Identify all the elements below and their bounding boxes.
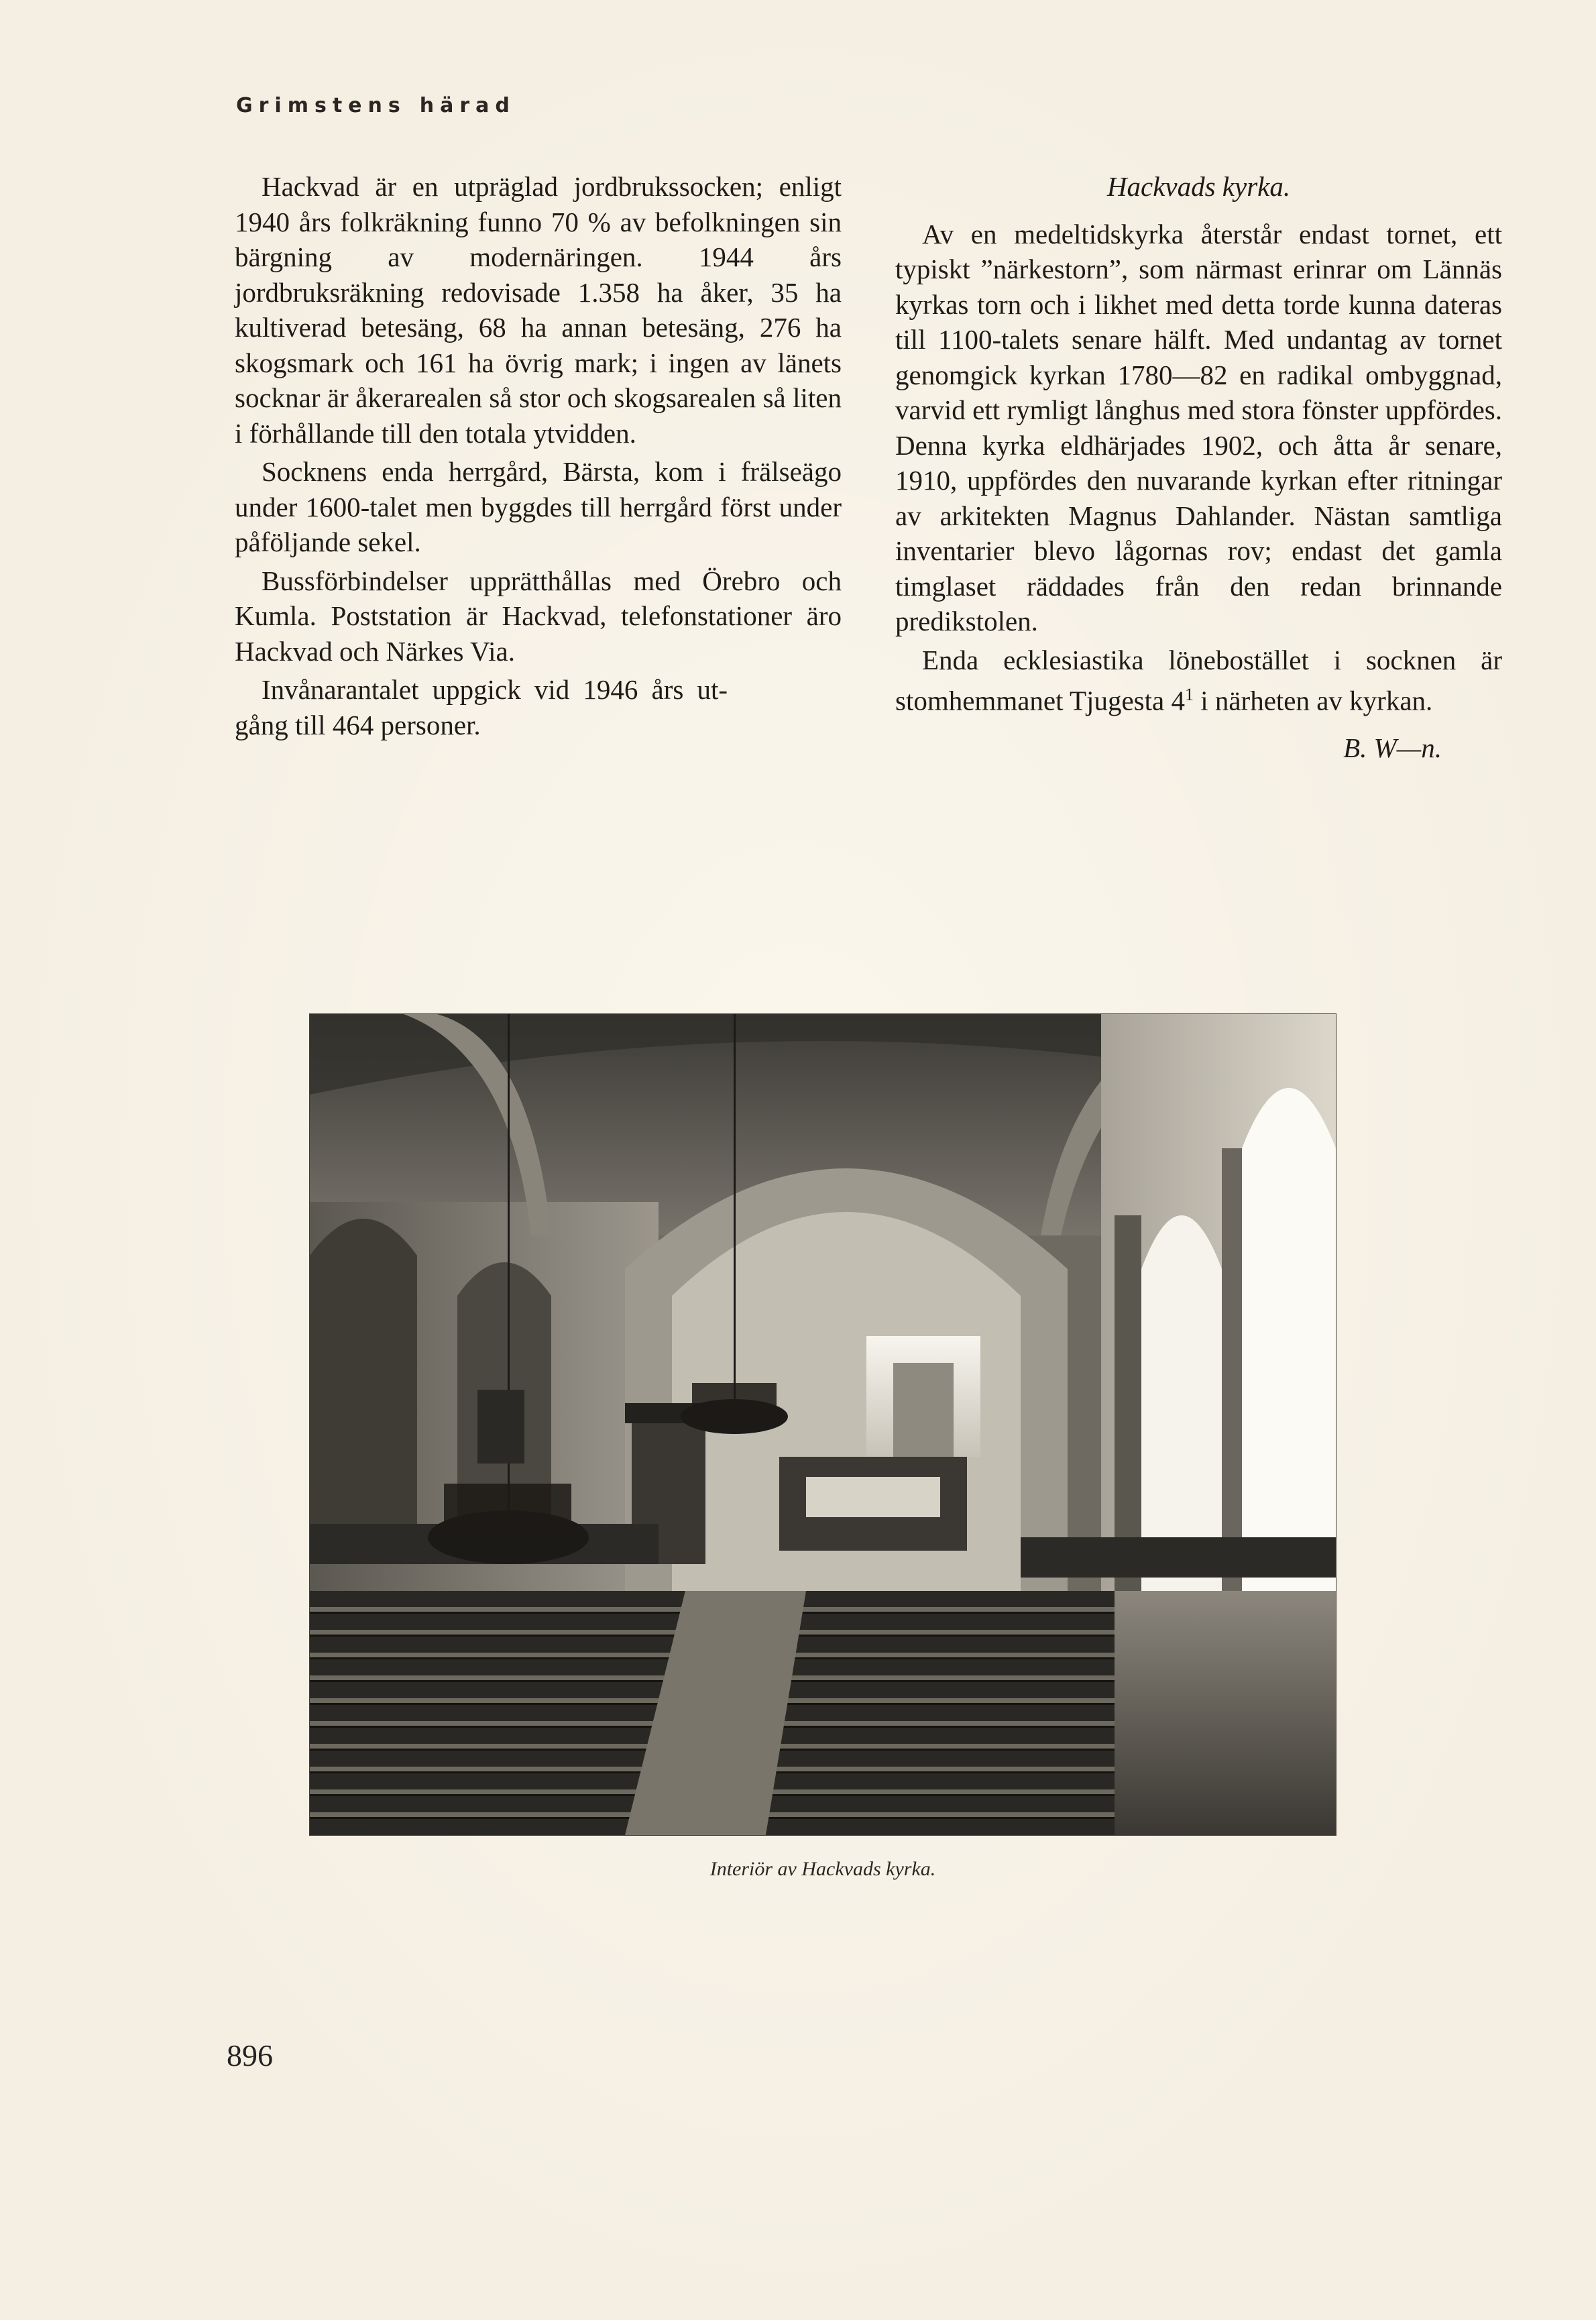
left-paragraph-1: Hackvad är en utpräglad jordbrukssocken; enligt 1940 års folkräkning funno 70 % av befolkningen sin bärgning av modernäringen. 1944 års jordbruksräkning redovisade 1.358 ha åker, 35 ha kultiverad betesäng, 68 ha annan betesäng, 276 ha skogsmark och 161 ha övrig mark; i ingen av länets socknar är åkerarealen så stor och skogsarealen så liten i förhållande till den totala ytvidden. bbox=[235, 171, 842, 449]
church-heading: Hackvads kyrka. bbox=[1106, 171, 1291, 202]
right-paragraph-2-text-b: i närheten av kyrkan. bbox=[1193, 685, 1433, 716]
page-number: 896 bbox=[227, 2038, 273, 2073]
running-head-word-1: Grimstens bbox=[236, 94, 406, 117]
left-paragraph-4: Invånarantalet uppgick vid 1946 års utgång till 464 personer. bbox=[235, 674, 728, 740]
church-interior-illustration bbox=[310, 1014, 1336, 1835]
right-paragraph-2 bbox=[895, 643, 1502, 719]
left-paragraph-3: Bussförbindelser upprätthållas med Örebro och Kumla. Poststation är Hackvad, telefonstationer äro Hackvad och Närkes Via. bbox=[235, 565, 842, 667]
footnote-superscript: 1 bbox=[1184, 685, 1194, 704]
right-paragraph-2-text-a: Enda ecklesiastika lönebostället i socknen är stomhemmanet Tjugesta 4 bbox=[895, 644, 1502, 716]
left-paragraph-2: Socknens enda herrgård, Bärsta, kom i frälseägo under 1600-talet men byggdes till herrgård först under påföljande sekel. bbox=[235, 456, 842, 557]
right-paragraph-1: Av en medeltidskyrka återstår endast tornet, ett typiskt ”närkestorn”, som närmast erinrar om Lännäs kyrkas torn och i likhet med detta torde kunna dateras till 1100-talets senare hälft. Med undantag av tornet genomgick kyrkan 1780—82 en radikal ombyggnad, varvid ett rymligt långhus med stora fönster uppfördes. Denna kyrka eldhärjades 1902, och åtta år senare, 1910, uppfördes den nuvarande kyrkan efter ritningar av arkitekten Magnus Dahlander. Nästan samtliga inventarier blevo lågornas rov; endast det gamla timglaset räddades från den redan brinnande predikstolen. bbox=[895, 218, 1502, 637]
running-head-word-2: härad bbox=[419, 94, 516, 117]
photo-caption: Interiör av Hackvads kyrka. bbox=[709, 1858, 936, 1880]
running-head bbox=[236, 94, 516, 117]
church-interior-photo bbox=[310, 1014, 1336, 1835]
right-column bbox=[895, 169, 1502, 766]
left-column bbox=[235, 169, 842, 742]
right-signature: B. W—n. bbox=[1343, 732, 1442, 764]
